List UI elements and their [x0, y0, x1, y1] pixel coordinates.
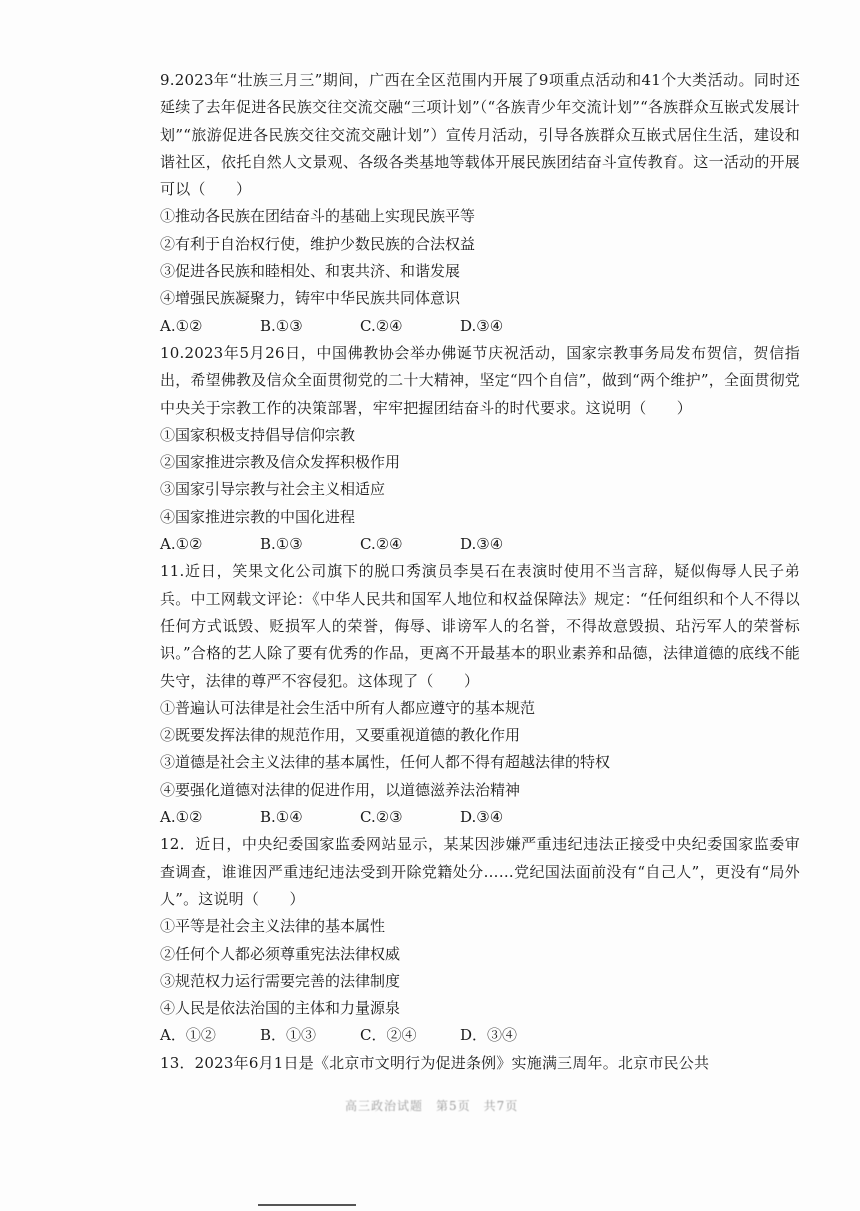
answer-choices — [160, 531, 800, 558]
statement-option: ②既要发挥法律的规范作用，又要重视道德的教化作用 — [160, 726, 521, 745]
choice-d: D.③④ — [460, 535, 504, 554]
choice-c: C.②③ — [360, 808, 403, 827]
choice-c: C.②④ — [360, 316, 403, 335]
question-stem: 13．2023年6月1日是《北京市文明行为促进条例》实施满三周年。北京市民公共 — [160, 1053, 710, 1072]
statement-option: ②任何个人都必须尊重宪法法律权威 — [160, 944, 401, 963]
choice-d: D.③④ — [460, 808, 504, 827]
choice-a: A.①② — [160, 535, 203, 554]
choice-c: C．②④ — [360, 1026, 417, 1045]
question-9 — [160, 67, 800, 340]
statement-option: ①普遍认可法律是社会生活中所有人都应遵守的基本规范 — [160, 698, 536, 717]
answer-choices — [160, 804, 800, 831]
question-stem: 10.2023年5月26日，中国佛教协会举办佛诞节庆祝活动，国家宗教事务局发布贺信，贺信指出，希望佛教及信众全面贯彻党的二十大精神，坚定“四个自信”，做到“两个维护”，全面贯彻党中央关于宗教工作的决策部署，牢牢把握团结奋斗的时代要求。这说明（ ） — [160, 343, 800, 417]
question-list — [160, 67, 800, 1077]
statement-option: ②有利于自治权行使，维护少数民族的合法权益 — [160, 234, 476, 253]
choice-b: B．①③ — [260, 1026, 317, 1045]
question-10 — [160, 340, 800, 558]
question-stem: 9.2023年“壮族三月三”期间，广西在全区范围内开展了9项重点活动和41个大类活动。同时还延续了去年促进各民族交往交流交融“三项计划”（“各族青少年交流计划”“各族群众互嵌式发展计划”“旅游促进各民族交往交流交融计划”）宣传月活动，引导各族群众互嵌式居住生活，建设和谐社区，依托自然人文景观、各级各类基地等载体开展民族团结奋斗宣传教育。这一活动的开展可以（ ） — [160, 71, 800, 199]
statement-option: ③促进各民族和睦相处、和衷共济、和谐发展 — [160, 262, 461, 281]
choice-b: B.①④ — [260, 808, 303, 827]
choice-c: C.②④ — [360, 535, 403, 554]
statement-option: ①平等是社会主义法律的基本属性 — [160, 917, 386, 936]
choice-a: A.①② — [160, 316, 203, 335]
statement-option: ④人民是依法治国的主体和力量源泉 — [160, 999, 401, 1018]
statement-option: ①推动各民族在团结奋斗的基础上实现民族平等 — [160, 207, 476, 226]
statement-option: ③规范权力运行需要完善的法律制度 — [160, 971, 401, 990]
statement-option: ④要强化道德对法律的促进作用，以道德滋养法治精神 — [160, 780, 521, 799]
question-stem: 11.近日，笑果文化公司旗下的脱口秀演员李昊石在表演时使用不当言辞，疑似侮辱人民子弟兵。中工网载文评论：《中华人民共和国军人地位和权益保障法》规定：“任何组织和个人不得以任何方式诋毁、贬损军人的荣誉，侮辱、诽谤军人的名誉，不得故意毁损、玷污军人的荣誉标识。”合格的艺人除了要有优秀的作品，更离不开最基本的职业素养和品德，法律道德的底线不能失守，法律的尊严不容侵犯。这体现了（ ） — [160, 562, 800, 690]
answer-choices — [160, 1022, 800, 1049]
question-stem: 12．近日，中央纪委国家监委网站显示，某某因涉嫌严重违纪违法正接受中央纪委国家监委审查调查，谁谁因严重违纪违法受到开除党籍处分……党纪国法面前没有“自己人”，更没有“局外人”。这说明（ ） — [160, 835, 800, 908]
choice-d: D．③④ — [460, 1026, 518, 1045]
bottom-divider — [258, 1204, 356, 1206]
question-13 — [160, 1050, 800, 1077]
statement-option: ③国家引导宗教与社会主义相适应 — [160, 480, 386, 499]
statement-option: ④国家推进宗教的中国化进程 — [160, 507, 356, 526]
page-footer: 高三政治试题 第5页 共7页 — [345, 1099, 519, 1113]
answer-choices — [160, 313, 800, 340]
statement-option: ④增强民族凝聚力，铸牢中华民族共同体意识 — [160, 289, 461, 308]
choice-a: A.①② — [160, 808, 203, 827]
statement-option: ②国家推进宗教及信众发挥积极作用 — [160, 453, 401, 472]
choice-b: B.①③ — [260, 535, 303, 554]
question-12 — [160, 831, 800, 1049]
choice-d: D.③④ — [460, 316, 504, 335]
choice-b: B.①③ — [260, 316, 303, 335]
choice-a: A．①② — [160, 1026, 216, 1045]
question-11 — [160, 558, 800, 831]
statement-option: ①国家积极支持倡导信仰宗教 — [160, 425, 356, 444]
statement-option: ③道德是社会主义法律的基本属性，任何人都不得有超越法律的特权 — [160, 753, 611, 772]
